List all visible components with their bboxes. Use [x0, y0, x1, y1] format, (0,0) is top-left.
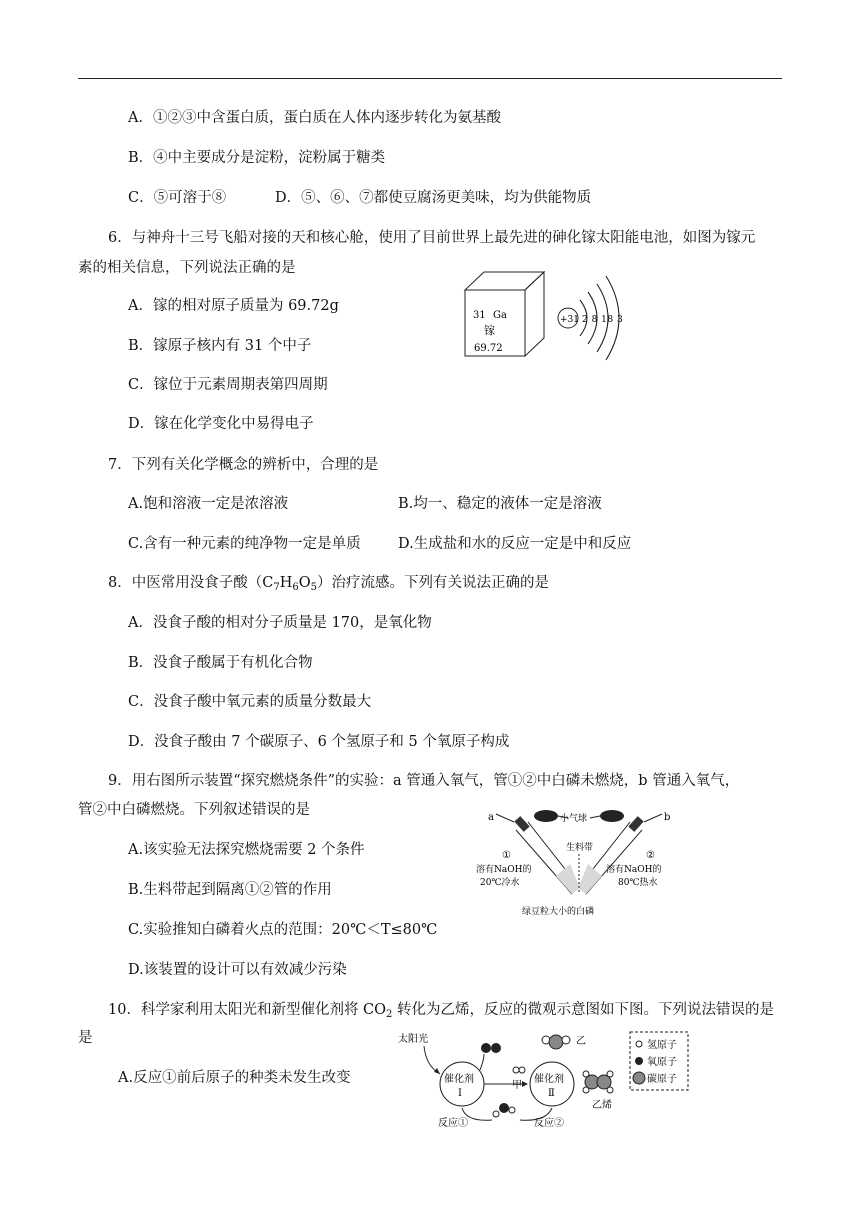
ga-nucleus-charge: +31	[560, 315, 579, 325]
q6-option-b: B．镓原子核内有 31 个中子	[128, 338, 312, 354]
sunlight-label: 太阳光	[398, 1034, 428, 1045]
catalyst-2-label: 催化剂	[534, 1074, 564, 1085]
q8-option-b: B．没食子酸属于有机化合物	[128, 655, 313, 671]
q7-option-a: A.饱和溶液一定是浓溶液	[128, 496, 289, 512]
header-rule	[78, 78, 782, 79]
q9-stem-line2: 管②中白磷燃烧。下列叙述错误的是	[78, 802, 310, 818]
ga-shell-electrons: 2 8 18 3	[582, 315, 624, 325]
q6-option-c: C．镓位于元素周期表第四周期	[128, 377, 328, 393]
right-water-line1: 溶有NaOH的	[606, 865, 662, 875]
right-water-line2: 80℃热水	[618, 878, 658, 888]
q7-stem: 7．下列有关化学概念的辨析中，合理的是	[108, 457, 379, 473]
q9-option-b: B.生料带起到隔离①②管的作用	[128, 882, 332, 898]
q8-option-d: D．没食子酸由 7 个碳原子、6 个氢原子和 5 个氧原子构成	[128, 734, 510, 750]
q9-option-a: A.该实验无法探究燃烧需要 2 个条件	[128, 842, 365, 858]
q5-option-c: C．⑤可溶于⑧	[128, 190, 227, 206]
legend-oxygen-label: 氧原子	[647, 1057, 677, 1068]
q6-stem-line2: 素的相关信息，下列说法正确的是	[78, 260, 296, 276]
combustion-apparatus-figure	[474, 808, 684, 922]
q10-stem-line1: 10．科学家利用太阳光和新型催化剂将 $CO_2$ 转化为乙烯，反应的微观示意图如下图。下列说法错误的是	[108, 1002, 775, 1020]
legend-carbon-label: 碳原子	[647, 1074, 677, 1085]
ethylene-label: 乙烯	[592, 1100, 612, 1111]
q7-option-c: C.含有一种元素的纯净物一定是单质	[128, 536, 361, 552]
q5-option-d: D．⑤、⑥、⑦都使豆腐汤更美味，均为供能物质	[275, 190, 592, 206]
gallium-figure	[460, 268, 640, 368]
q5-option-b: B．④中主要成分是淀粉，淀粉属于糖类	[128, 150, 386, 166]
reaction-2-label: 反应②	[534, 1118, 564, 1129]
tape-label: 生料带	[566, 843, 594, 853]
inlet-b-label: b	[664, 812, 671, 823]
catalyst-2-numeral: Ⅱ	[548, 1088, 555, 1099]
q9-stem-line1: 9．用右图所示装置“探究燃烧条件”的实验：a 管通入氧气，管①②中白磷未燃烧，b 管通入氧气，	[108, 773, 740, 789]
q8-option-a: A．没食子酸的相对分子质量是 170，是氧化物	[128, 615, 432, 631]
q6-option-d: D．镓在化学变化中易得电子	[128, 416, 314, 432]
balloon-label: 小气球	[560, 814, 588, 824]
catalyst-1-label: 催化剂	[444, 1074, 474, 1085]
q8-option-c: C．没食子酸中氧元素的质量分数最大	[128, 694, 372, 710]
q7-option-d: D.生成盐和水的反应一定是中和反应	[398, 536, 632, 552]
ga-atomic-number: 31	[473, 310, 486, 321]
q10-option-a: A.反应①前后原子的种类未发生改变	[118, 1070, 351, 1086]
q6-stem-line1: 6．与神舟十三号飞船对接的天和核心舱，使用了目前世界上最先进的砷化镓太阳能电池，如图为镓元	[108, 230, 756, 246]
yi-label: 乙	[576, 1036, 586, 1047]
ga-mass: 69.72	[474, 343, 503, 354]
q5-option-a: A．①②③中含蛋白质，蛋白质在人体内逐步转化为氨基酸	[128, 110, 501, 126]
ethylene-reaction-figure	[396, 1026, 696, 1130]
white-phosphorus-label: 绿豆粒大小的白磷	[522, 907, 595, 917]
reaction-1-label: 反应①	[438, 1118, 468, 1129]
q6-option-a: A．镓的相对原子质量为 69.72g	[128, 298, 339, 314]
left-water-line1: 溶有NaOH的	[476, 865, 532, 875]
left-water-line2: 20℃冷水	[480, 878, 520, 888]
q8-stem: 8．中医常用没食子酸$(C_7H_6O_5)$治疗流感。下列有关说法正确的是	[108, 575, 549, 593]
ga-symbol: Ga	[493, 310, 507, 321]
tube2-label: ②	[646, 850, 655, 861]
q9-option-d: D.该装置的设计可以有效减少污染	[128, 962, 347, 978]
catalyst-1-numeral: Ⅰ	[458, 1088, 462, 1099]
tube1-label: ①	[502, 850, 511, 861]
q9-option-c: C.实验推知白磷着火点的范围：20℃＜T≤80℃	[128, 922, 438, 938]
q10-stem-line2: 是	[78, 1030, 93, 1046]
legend-hydrogen-label: 氢原子	[647, 1040, 677, 1051]
inlet-a-label: a	[488, 812, 494, 823]
jia-label: 甲	[512, 1080, 522, 1091]
q7-option-b: B.均一、稳定的液体一定是溶液	[398, 496, 602, 512]
ga-name: 镓	[484, 324, 495, 337]
